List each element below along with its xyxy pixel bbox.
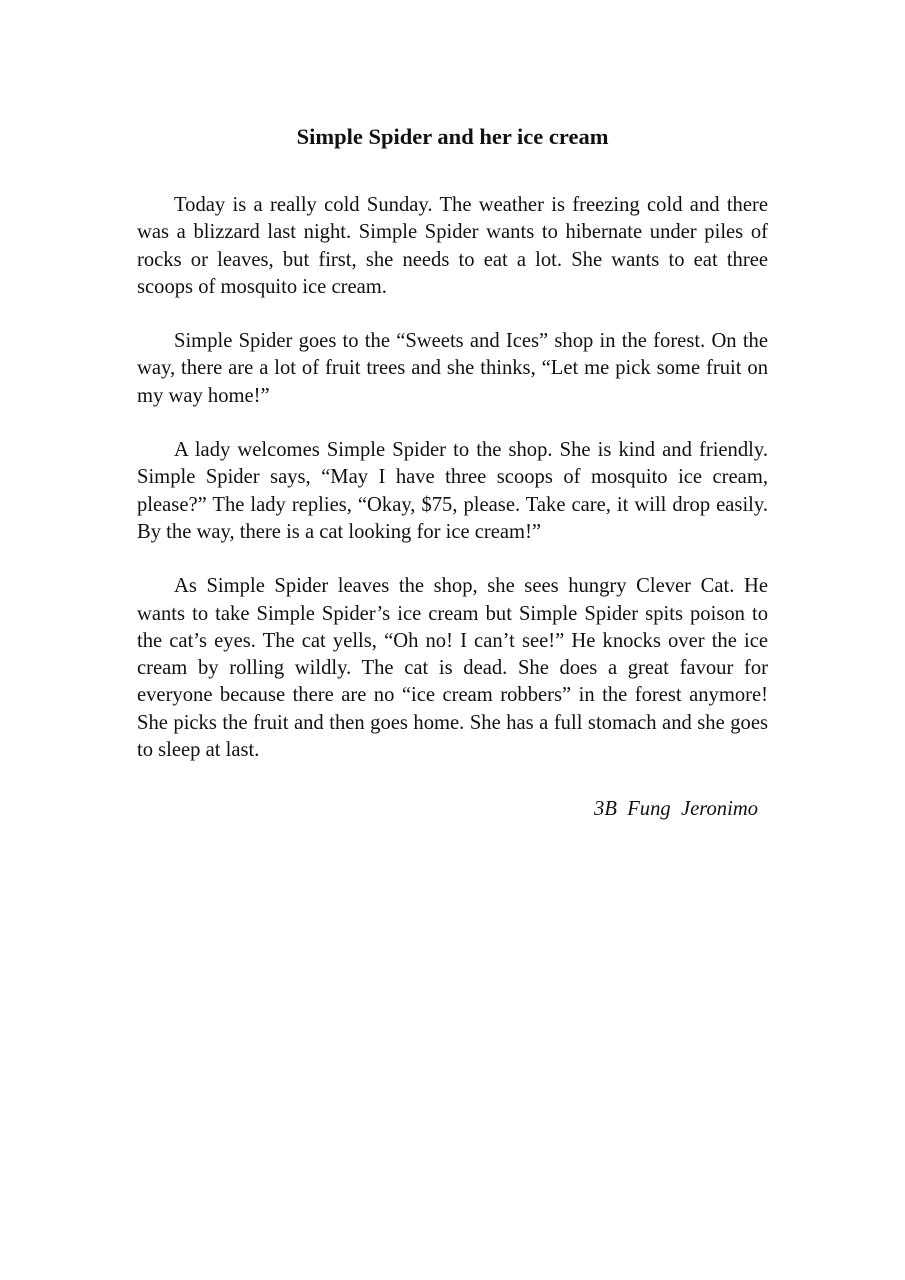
paragraph-3: A lady welcomes Simple Spider to the shop. She is kind and friendly. Simple Spider says, “May I have three scoops of mosquito ice cream, please?” The lady replies, “Okay, $75, please. Take care, it will drop easily. By the way, there is a cat looking for ice cream!”	[137, 439, 768, 543]
paragraph-4: As Simple Spider leaves the shop, she sees hungry Clever Cat. He wants to take Simple Spider’s ice cream but Simple Spider spits poison to the cat’s eyes. The cat yells, “Oh no! I can’t see!” He knocks over the ice cream by rolling wildly. The cat is dead. She does a great favour for everyone because there are no “ice cream robbers” in the forest anymore! She picks the fruit and then goes home. She has a full stomach and she goes to sleep at last.	[137, 575, 768, 762]
paragraph-1: Today is a really cold Sunday. The weather is freezing cold and there was a blizzard last night. Simple Spider wants to hibernate under piles of rocks or leaves, but first, she needs to eat a lot. She wants to eat three scoops of mosquito ice cream.	[137, 194, 768, 298]
paragraph-2: Simple Spider goes to the “Sweets and Ices” shop in the forest. On the way, there are a lot of fruit trees and she thinks, “Let me pick some fruit on my way home!”	[137, 330, 768, 407]
author-byline: 3B Fung Jeronimo	[594, 798, 758, 820]
story-title: Simple Spider and her ice cream	[296, 124, 609, 149]
story-body	[137, 192, 768, 791]
